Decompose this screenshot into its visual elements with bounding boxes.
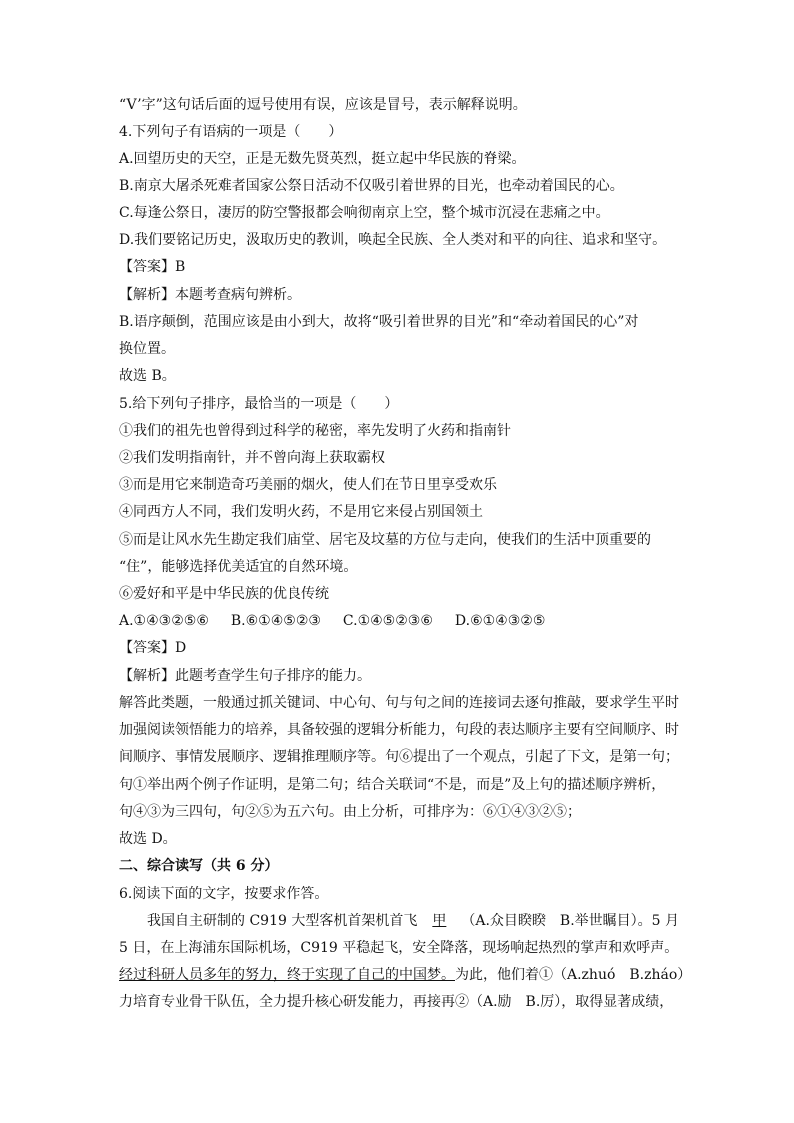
- reading-line-2: 5 日，在上海浦东国际机场，C919 平稳起飞，安全降落，现场响起热烈的掌声和欢呼声。: [119, 940, 679, 956]
- reading-line-4: 力培育专业骨干队伍，全力提升核心研发能力，再接再②（A.励 B.厉），取得显著成绩，: [119, 994, 674, 1010]
- option-4a: A.回望历史的天空，正是无数先贤英烈，挺立起中华民族的脊梁。: [119, 151, 526, 167]
- reading-text: （A.众目睽睽 B.举世瞩目）。5 月: [461, 913, 679, 929]
- reading-line-1: [147, 911, 679, 931]
- analysis-5-line: 句①举出两个例子作证明，是第二句；结合关联词“不是，而是”及上句的描述顺序辨析，: [119, 777, 666, 793]
- sentence-1: ①我们的祖先也曾得到过科学的秘密，率先发明了火药和指南针: [119, 423, 511, 439]
- sentence-2: ②我们发明指南针，并不曾向海上获取霸权: [119, 450, 385, 466]
- option-4b: B.南京大屠杀死难者国家公祭日活动不仅吸引着世界的目光，也牵动着国民的心。: [119, 178, 624, 194]
- text-line: “V’字”这句话后面的逗号使用有误，应该是冒号，表示解释说明。: [119, 97, 527, 113]
- analysis-5: 【解析】此题考查学生句子排序的能力。: [119, 668, 371, 684]
- analysis-5-line: 加强阅读领悟能力的培养，具备较强的逻辑分析能力，句段的表达顺序主要有空间顺序、时: [119, 722, 679, 738]
- analysis-4-line: B.语序颠倒，范围应该是由小到大，故将“吸引着世界的目光”和“牵动着国民的心”对: [119, 314, 639, 330]
- question-5: 5.给下列句子排序，最恰当的一项是（ ）: [119, 396, 399, 412]
- sentence-5: ⑤而是让风水先生勘定我们庙堂、居宅及坟墓的方位与走向，使我们的生活中顶重要的: [119, 532, 651, 548]
- selection-5: 故选 D。: [119, 831, 177, 847]
- option-4d: D.我们要铭记历史，汲取历史的教训，唤起全民族、全人类对和平的向往、追求和坚守。: [119, 232, 667, 248]
- reading-text: 我国自主研制的 C919 大型客机首架机首飞: [147, 913, 418, 929]
- option-5a: A.①④③②⑤⑥: [119, 613, 209, 629]
- sentence-5-cont: “住”，能够选择优美适宜的自然环境。: [119, 559, 358, 575]
- blank-jia: 甲: [432, 913, 447, 929]
- answer-4: 【答案】B: [119, 259, 186, 275]
- options-5: [119, 611, 567, 631]
- underlined-sentence: 经过科研人员多年的努力，终于实现了自己的中国梦。: [119, 967, 455, 983]
- question-6: 6.阅读下面的文字，按要求作答。: [119, 886, 329, 902]
- sentence-3: ③而是用它来制造奇巧美丽的烟火，使人们在节日里享受欢乐: [119, 477, 497, 493]
- selection-4: 故选 B。: [119, 368, 176, 384]
- analysis-4: 【解析】本题考查病句辨析。: [119, 287, 301, 303]
- sentence-4: ④同西方人不同，我们发明火药，不是用它来侵占别国领土: [119, 504, 483, 520]
- reading-line-3: [119, 965, 691, 985]
- analysis-5-line: 间顺序、事情发展顺序、逻辑推理顺序等。句⑥提出了一个观点，引起了下文，是第一句；: [119, 749, 679, 765]
- analysis-5-line: 句④③为三四句，句②⑤为五六句。由上分析，可排序为：⑥①④③②⑤；: [119, 804, 581, 820]
- analysis-4-line: 换位置。: [119, 341, 175, 357]
- option-5c: C.①④⑤②③⑥: [342, 613, 433, 629]
- option-5b: B.⑥①④⑤②③: [230, 613, 321, 629]
- section-heading: 二、综合读写（共 6 分）: [119, 858, 279, 874]
- question-4: 4.下列句子有语病的一项是（ ）: [119, 124, 343, 140]
- sentence-6: ⑥爱好和平是中华民族的优良传统: [119, 586, 329, 602]
- option-4c: C.每逢公祭日，凄厉的防空警报都会响彻南京上空，整个城市沉浸在悲痛之中。: [119, 205, 610, 221]
- answer-5: 【答案】D: [119, 640, 187, 656]
- option-5d: D.⑥①④③②⑤: [454, 613, 546, 629]
- analysis-5-line: 解答此类题，一般通过抓关键词、中心句、句与句之间的连接词去逐句推敲，要求学生平时: [119, 695, 679, 711]
- reading-text: 为此，他们着①（A.zhuó B.zháo）: [455, 967, 692, 983]
